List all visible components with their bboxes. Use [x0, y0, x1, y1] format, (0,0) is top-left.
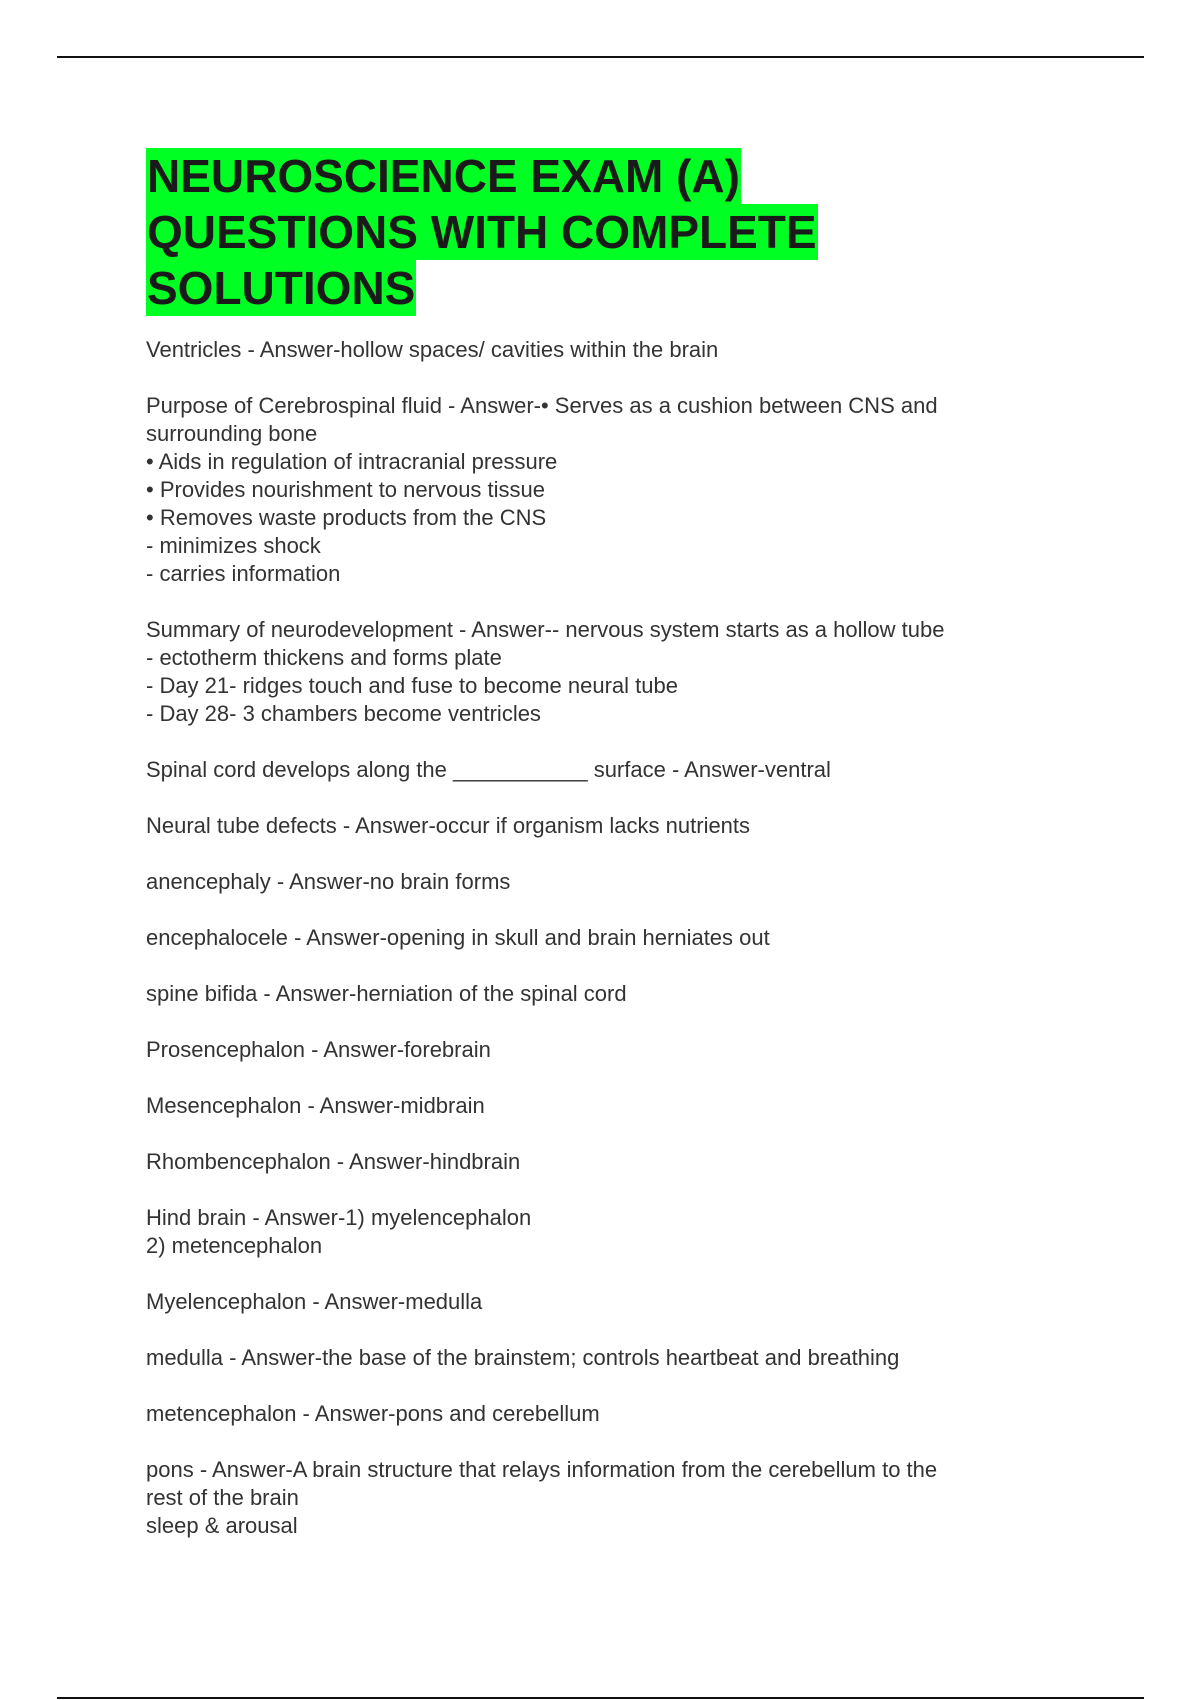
entry-line: sleep & arousal — [146, 1513, 298, 1538]
entry-line: - Day 28- 3 chambers become ventricles — [146, 701, 541, 726]
entry-line: 2) metencephalon — [146, 1233, 323, 1258]
document-body — [146, 148, 1046, 1568]
entry-line: anencephaly - Answer-no brain forms — [146, 869, 511, 894]
entry-line: • Provides nourishment to nervous tissue — [146, 477, 546, 502]
entry-line: Summary of neurodevelopment - Answer-- nervous system starts as a hollow tube — [146, 617, 945, 642]
top-rule — [57, 56, 1144, 58]
qa-entry-neural-tube-defects — [146, 812, 1046, 840]
entry-line: medulla - Answer-the base of the brainstem; controls heartbeat and breathing — [146, 1345, 900, 1370]
qa-entry-pons — [146, 1456, 1046, 1540]
qa-entry-prosencephalon — [146, 1036, 1046, 1064]
qa-entry-hind-brain — [146, 1204, 1046, 1260]
title-line: QUESTIONS WITH COMPLETE — [147, 206, 817, 258]
entry-line: metencephalon - Answer-pons and cerebellum — [146, 1401, 600, 1426]
entry-line: rest of the brain — [146, 1485, 299, 1510]
entry-line: Hind brain - Answer-1) myelencephalon — [146, 1205, 532, 1230]
title-line: SOLUTIONS — [147, 262, 416, 314]
title-line: NEUROSCIENCE EXAM (A) — [147, 150, 740, 202]
entry-line: Prosencephalon - Answer-forebrain — [146, 1037, 491, 1062]
qa-entry-myelencephalon — [146, 1288, 1046, 1316]
entry-line: pons - Answer-A brain structure that relays information from the cerebellum to the — [146, 1457, 938, 1482]
entry-line: • Aids in regulation of intracranial pressure — [146, 449, 558, 474]
qa-entry-neurodevelopment — [146, 616, 1046, 728]
qa-entry-csf-purpose — [146, 392, 1046, 588]
bottom-rule — [57, 1697, 1144, 1699]
qa-entry-spine-bifida — [146, 980, 1046, 1008]
qa-entry-metencephalon — [146, 1400, 1046, 1428]
qa-entry-rhombencephalon — [146, 1148, 1046, 1176]
entry-line: - Day 21- ridges touch and fuse to become neural tube — [146, 673, 678, 698]
entry-line: encephalocele - Answer-opening in skull and brain herniates out — [146, 925, 770, 950]
entry-line: • Removes waste products from the CNS — [146, 505, 547, 530]
entry-line: Rhombencephalon - Answer-hindbrain — [146, 1149, 521, 1174]
entry-line: Spinal cord develops along the ___________ surface - Answer-ventral — [146, 757, 831, 782]
qa-entry-spinal-cord — [146, 756, 1046, 784]
entry-line: Ventricles - Answer-hollow spaces/ cavities within the brain — [146, 337, 719, 362]
document-title — [146, 148, 1046, 316]
qa-entry-anencephaly — [146, 868, 1046, 896]
entry-line: Mesencephalon - Answer-midbrain — [146, 1093, 485, 1118]
entry-line: Purpose of Cerebrospinal fluid - Answer-• Serves as a cushion between CNS and — [146, 393, 938, 418]
qa-entry-encephalocele — [146, 924, 1046, 952]
entry-line: - ectotherm thickens and forms plate — [146, 645, 502, 670]
entry-line: - carries information — [146, 561, 341, 586]
entry-line: Neural tube defects - Answer-occur if organism lacks nutrients — [146, 813, 751, 838]
entry-line: - minimizes shock — [146, 533, 321, 558]
entry-line: Myelencephalon - Answer-medulla — [146, 1289, 483, 1314]
entry-line: surrounding bone — [146, 421, 318, 446]
qa-entry-mesencephalon — [146, 1092, 1046, 1120]
qa-entry-ventricles — [146, 336, 1046, 364]
entry-line: spine bifida - Answer-herniation of the spinal cord — [146, 981, 627, 1006]
qa-entry-medulla — [146, 1344, 1046, 1372]
